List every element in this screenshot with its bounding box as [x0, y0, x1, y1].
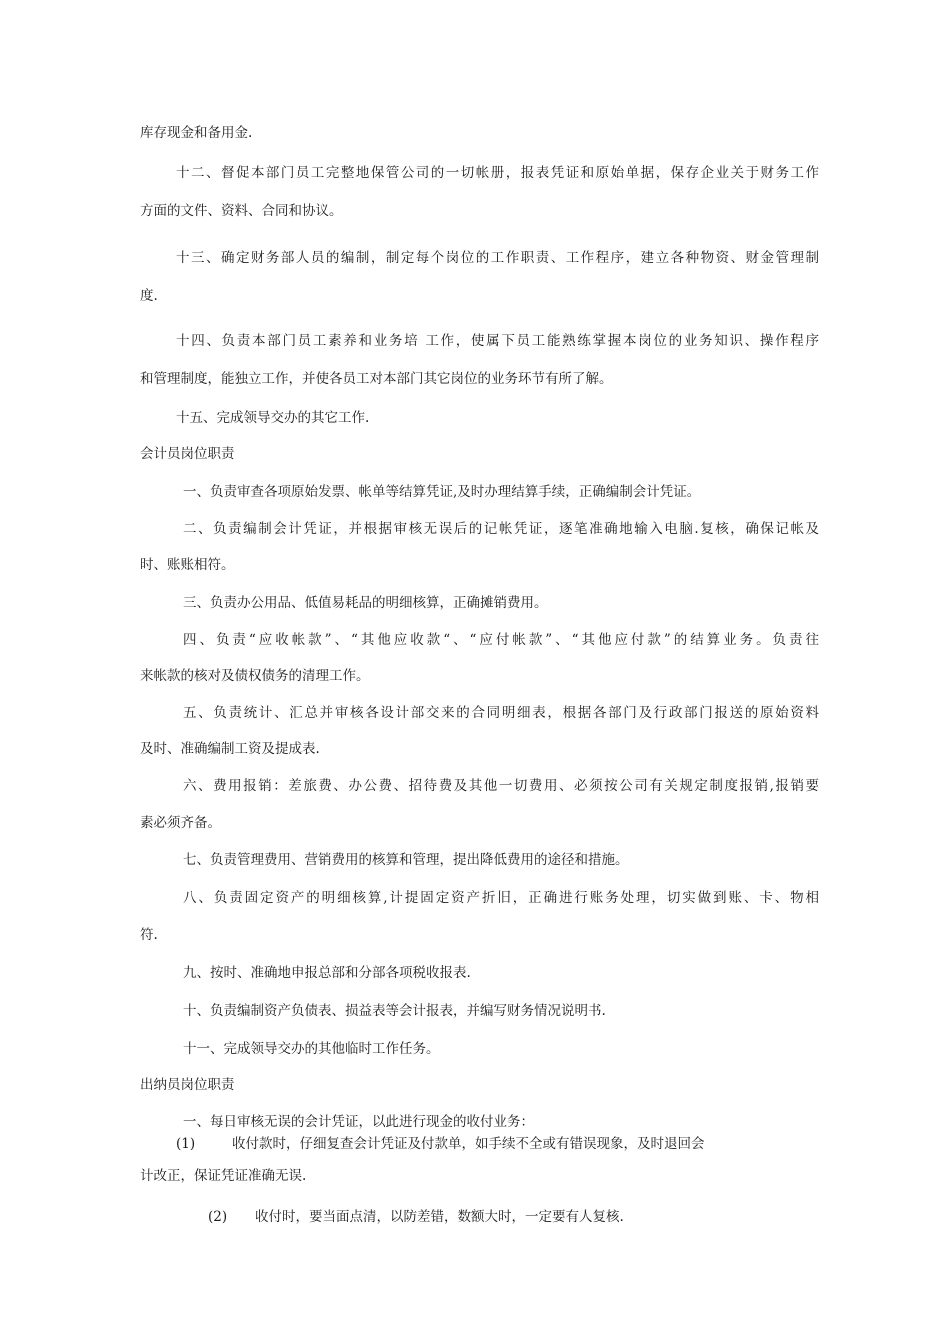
paragraph-line: 来帐款的核对及债权债务的清理工作。 — [140, 668, 370, 684]
paragraph-line: 七、负责管理费用、营销费用的核算和管理，提出降低费用的途径和措施。 — [183, 852, 629, 868]
paragraph-line: 十三、确定财务部人员的编制，制定每个岗位的工作职责、工作程序，建立各种物资、财金管理制 — [176, 250, 819, 266]
paragraph-line: 计改正，保证凭证准确无误. — [140, 1168, 307, 1184]
paragraph-line: 度. — [140, 288, 158, 304]
paragraph-line: 四、负责“应收帐款”、“其他应收款“、“应付帐款”、“其他应付款”的结算业务。负责往 — [183, 632, 819, 648]
paragraph-line: 一、每日审核无误的会计凭证，以此进行现金的收付业务： — [183, 1114, 534, 1130]
paragraph-line: 九、按时、准确地申报总部和分部各项税收报表. — [183, 965, 471, 981]
paragraph-line: 素必须齐备。 — [140, 815, 221, 831]
paragraph-line: 库存现金和备用金. — [140, 125, 253, 141]
paragraph-line: 一、负责审查各项原始发票、帐单等结算凭证,及时办理结算手续，正确编制会计凭证。 — [183, 484, 701, 500]
paragraph-line: 五、负责统计、汇总并审核各设计部交来的合同明细表，根据各部门及行政部门报送的原始资料 — [183, 705, 819, 721]
paragraph-line: 方面的文件、资料、合同和协议。 — [140, 203, 343, 219]
paragraph-line: 二、负责编制会计凭证，并根据审核无误后的记帐凭证，逐笔准确地输入电脑.复核，确保记帐及 — [183, 521, 819, 537]
paragraph-line: 十四、负责本部门员工素养和业务培 工作，使属下员工能熟练掌握本岗位的业务知识、操作程序 — [176, 333, 819, 349]
paragraph-line: 八、负责固定资产的明细核算,计提固定资产折旧，正确进行账务处理，切实做到账、卡、物相 — [183, 890, 819, 906]
paragraph-line: 十五、完成领导交办的其它工作. — [176, 410, 370, 426]
paragraph-line: 和管理制度，能独立工作，并使各员工对本部门其它岗位的业务环节有所了解。 — [140, 371, 613, 387]
paragraph-line: 符. — [140, 927, 158, 943]
section-heading: 出纳员岗位职责 — [140, 1077, 235, 1093]
paragraph-line: 时、账账相符。 — [140, 557, 235, 573]
paragraph-line: 六、费用报销：差旅费、办公费、招待费及其他一切费用、必须按公司有关规定制度报销,报销要 — [183, 778, 819, 794]
paragraph-line: 十二、督促本部门员工完整地保管公司的一切帐册，报表凭证和原始单据，保存企业关于财务工作 — [176, 165, 819, 181]
paragraph-line: 收付时，要当面点清，以防差错，数额大时，一定要有人复核. — [255, 1209, 624, 1225]
paragraph-line: 收付款时，仔细复查会计凭证及付款单，如手续不全或有错误现象，及时退回会 — [232, 1136, 705, 1152]
paragraph-line: 及时、准确编制工资及提成表. — [140, 741, 320, 757]
section-heading: 会计员岗位职责 — [140, 446, 235, 462]
paragraph-line: 十、负责编制资产负债表、损益表等会计报表，并编写财务情况说明书. — [183, 1003, 606, 1019]
list-number: (2) — [208, 1209, 228, 1225]
paragraph-line: 十一、完成领导交办的其他临时工作任务。 — [183, 1041, 440, 1057]
paragraph-line: 三、负责办公用品、低值易耗品的明细核算，正确摊销费用。 — [183, 595, 548, 611]
list-number: (1) — [176, 1136, 196, 1152]
